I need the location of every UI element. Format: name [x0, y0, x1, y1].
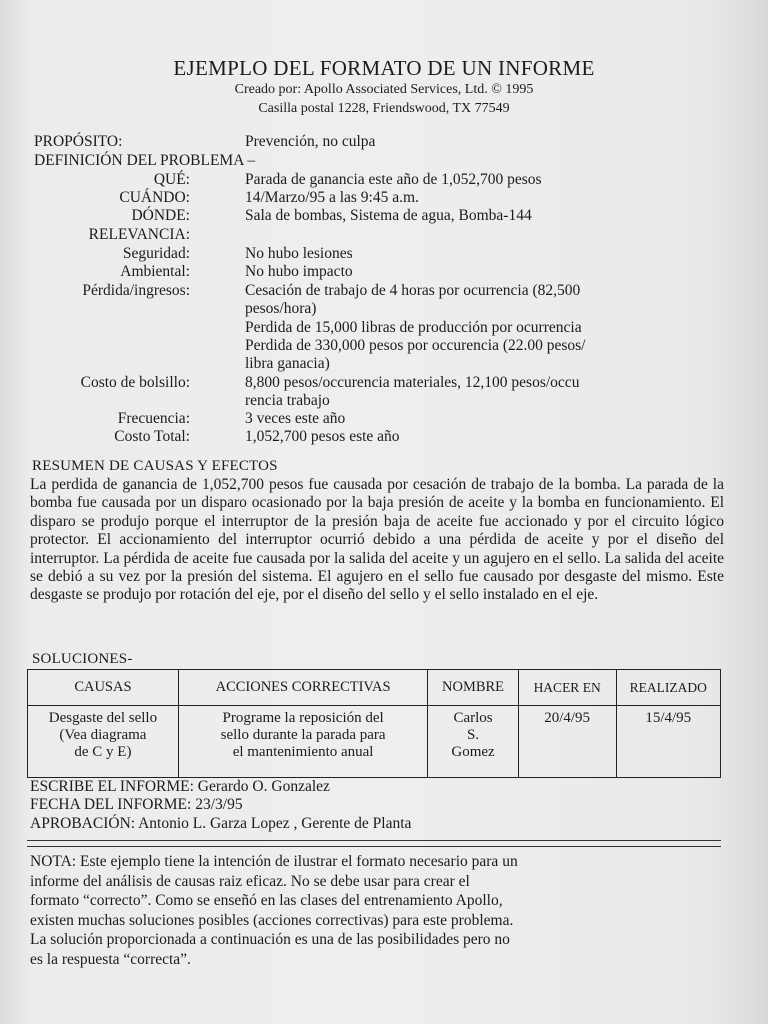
note-line: es la respuesta “correcta”.: [30, 950, 191, 968]
where-label: DÓNDE:: [131, 207, 190, 224]
loss-line-2: pesos/hora): [245, 300, 317, 317]
action-line: el mantenimiento anual: [232, 744, 374, 760]
action-line: Programe la reposición del: [222, 710, 384, 726]
report-writer: ESCRIBE EL INFORME: Gerardo O. Gonzalez: [30, 778, 330, 795]
when-value: 14/Marzo/95 a las 9:45 a.m.: [245, 189, 419, 206]
table-header-row: [28, 670, 721, 706]
col-header-actions: ACCIONES CORRECTIVAS: [178, 670, 427, 706]
pocket-cost-label: Costo de bolsillo:: [80, 374, 190, 391]
pocket-cost-line-2: rencia trabajo: [245, 392, 330, 409]
where-value: Sala de bombas, Sistema de agua, Bomba-144: [245, 207, 532, 224]
document-title: EJEMPLO DEL FORMATO DE UN INFORME: [173, 56, 595, 80]
solutions-table: [27, 669, 721, 778]
note-line: existen muchas soluciones posibles (acciones correctivas) para este problema.: [30, 911, 514, 929]
name-line: Carlos: [453, 710, 493, 726]
summary-heading: RESUMEN DE CAUSAS Y EFECTOS: [32, 458, 278, 474]
note-line: informe del análisis de causas raiz eficaz. No se debe usar para crear el: [30, 872, 470, 890]
name-line: Gomez: [451, 744, 495, 760]
cell-name: [428, 706, 518, 778]
note-block: [30, 852, 670, 969]
note-line: NOTA: Este ejemplo tiene la intención de ilustrar el formato necesario para un: [30, 853, 518, 870]
loss-line-4: Perdida de 330,000 pesos por occurencia (22.00 pesos/: [245, 337, 586, 354]
action-line: sello durante la parada para: [220, 727, 386, 743]
environment-value: No hubo impacto: [245, 263, 353, 280]
col-header-causes: CAUSAS: [28, 670, 179, 706]
col-header-done: REALIZADO: [616, 670, 720, 706]
name-line: S.: [466, 727, 480, 743]
frequency-label: Frecuencia:: [117, 410, 190, 427]
cell-done: 15/4/95: [616, 706, 720, 778]
total-cost-label: Costo Total:: [114, 428, 190, 445]
definition-heading: DEFINICIÓN DEL PROBLEMA –: [34, 152, 256, 169]
cell-due: 20/4/95: [518, 706, 616, 778]
relevance-heading: RELEVANCIA:: [88, 226, 190, 243]
total-cost-value: 1,052,700 pesos este año: [245, 428, 400, 445]
frequency-value: 3 veces este año: [245, 410, 346, 427]
environment-label: Ambiental:: [120, 263, 190, 280]
cause-line: de C y E): [74, 744, 132, 760]
table-row: [28, 706, 721, 778]
loss-line-5: libra ganacia): [245, 355, 330, 372]
loss-line-1: Cesación de trabajo de 4 horas por ocurrencia (82,500: [245, 282, 581, 299]
cell-cause: [28, 706, 179, 778]
cause-line: (Vea diagrama: [59, 727, 147, 743]
safety-value: No hubo lesiones: [245, 245, 353, 262]
col-header-name: NOMBRE: [428, 670, 518, 706]
what-label: QUÉ:: [153, 171, 190, 188]
cell-action: [178, 706, 427, 778]
note-line: formato “correcto”. Como se enseñó en las clases del entrenamiento Apollo,: [30, 892, 503, 909]
report-approval: APROBACIÓN: Antonio L. Garza Lopez , Gerente de Planta: [30, 815, 412, 832]
note-line: La solución proporcionada a continuación es una de las posibilidades pero no: [30, 931, 510, 948]
col-header-due: HACER EN: [518, 670, 616, 706]
safety-label: Seguridad:: [122, 245, 190, 262]
when-label: CUÁNDO:: [119, 189, 190, 206]
solutions-heading: SOLUCIONES-: [32, 651, 133, 667]
loss-label: Pérdida/ingresos:: [82, 282, 190, 299]
cause-line: Desgaste del sello: [48, 710, 158, 726]
loss-line-3: Perdida de 15,000 libras de producción por ocurrencia: [245, 319, 582, 336]
what-value: Parada de ganancia este año de 1,052,700 pesos: [245, 171, 542, 188]
purpose-value: Prevención, no culpa: [245, 133, 376, 150]
report-date: FECHA DEL INFORME: 23/3/95: [30, 796, 243, 813]
divider: [27, 840, 721, 841]
summary-text: La perdida de ganancia de 1,052,700 pesos fue causada por cesación de trabajo de la bomba. La parada de la bomba fue causada por un disparo ocasionado por la baja presión de aceite y la bomba en funcionamiento. El disparo se produjo porque el interruptor de la presión baja de aceite fue accionado y por el circuito lógico protector. El accionamiento del interruptor ocurrió debido a una pérdida de aceite y por el diseño del interruptor. La pérdida de aceite fue causada por la salida del aceite y un agujero en el sello. La salida del aceite se debió a su vez por la presión del sistema. El agujero en el sello fue causado por desgaste del mismo. Este desgaste se produjo por rotación del eje, por el diseño del sello y el sello instalado en el eje.: [30, 476, 724, 604]
divider: [27, 846, 721, 847]
address: Casilla postal 1228, Friendswood, TX 77549: [258, 101, 510, 116]
purpose-label: PROPÓSITO:: [34, 133, 123, 150]
created-by: Creado por: Apollo Associated Services, Ltd. © 1995: [234, 82, 534, 97]
pocket-cost-line-1: 8,800 pesos/occurencia materiales, 12,100 pesos/occu: [245, 374, 580, 391]
